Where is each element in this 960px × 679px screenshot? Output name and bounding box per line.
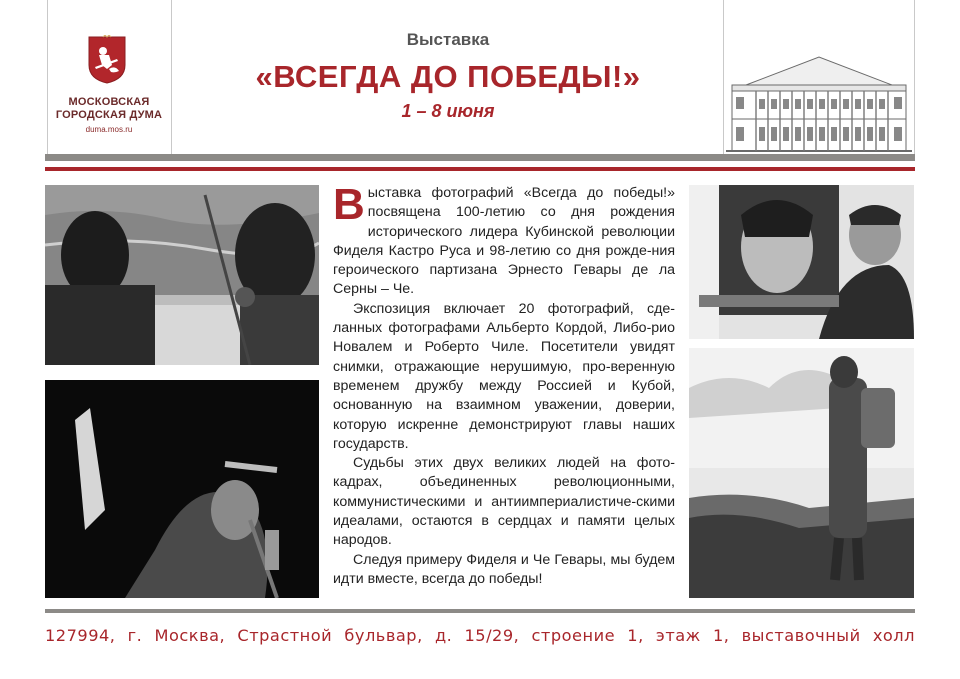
article-body (333, 180, 675, 589)
header-bottom-bar (45, 154, 915, 161)
moscow-coat-of-arms-icon (87, 35, 127, 85)
org-name-line2: ГОРОДСКАЯ ДУМА (55, 109, 163, 121)
drop-cap: В (333, 180, 365, 229)
photo-fidel-mountain (689, 348, 914, 598)
venue-address: 127994, г. Москва, Страстной бульвар, д. 15/29, строение 1, этаж 1, выставочный холл (45, 626, 915, 645)
org-name (48, 96, 170, 122)
header-accent-bar (45, 167, 915, 171)
photo-boat-fishing (45, 185, 319, 365)
duma-building-illustration (726, 45, 912, 155)
org-name-line1: МОСКОВСКАЯ (68, 96, 150, 108)
title-block (172, 0, 724, 155)
logo-block (48, 0, 170, 155)
article-paragraph-1 (333, 180, 675, 300)
article-paragraph-3: Судьбы этих двух великих людей на фото-кадрах, объединенных революционными, коммунистическими и антиимпериалистиче-скими идеалами, остаются в сердцах и памяти целых народов. (333, 455, 675, 549)
exhibition-kicker: Выставка (406, 30, 490, 49)
org-site-link[interactable]: duma.mos.ru (85, 125, 133, 134)
page-title: «ВСЕГДА ДО ПОБЕДЫ!» (255, 59, 641, 94)
exhibition-dates: 1 – 8 июня (401, 101, 495, 121)
header-divider-right (914, 0, 915, 155)
article-paragraph-2: Экспозиция включает 20 фотографий, сде-ланных фотографами Альберто Кордой, Либо-рио Новалем и Роберто Чиле. Посетители увидят снимки, отражающие нерушимую, про-веренную временем дружбу между Россией и Кубой, основанную на взаимном уважении, доверии, которую искренне демонстрируют главы наших государств. (333, 300, 675, 452)
photo-fidel-with-che-portrait (689, 185, 914, 339)
photo-fidel-speech (45, 380, 319, 598)
footer-top-bar (45, 609, 915, 613)
article-paragraph-1-text: ыставка фотографий «Всегда до победы!» посвящена 100-летию со дня рождения исторического лидера Кубинской революции Фиделя Кастро Руса и 98-летию со дня рожде-ния героического партизана Эрнесто Гевары де ла Серны – Че. (333, 185, 675, 298)
article-paragraph-4: Следуя примеру Фиделя и Че Гевары, мы будем идти вместе, всегда до победы! (333, 551, 675, 587)
